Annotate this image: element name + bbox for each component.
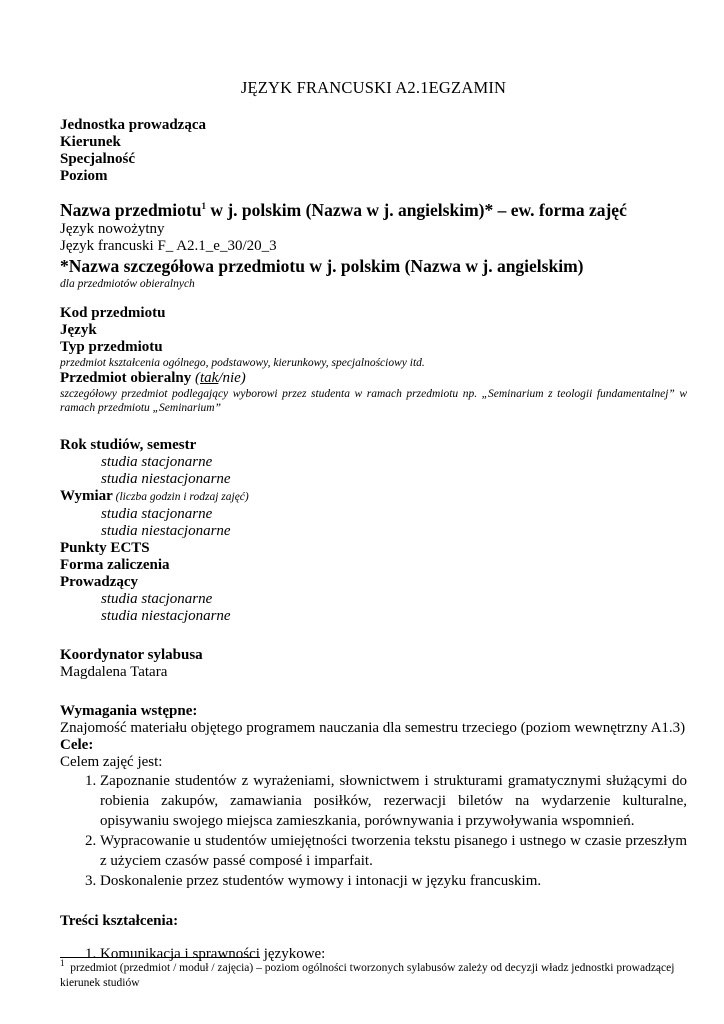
wymiar-note: (liczba godzin i rodzaj zajęć)	[112, 491, 249, 503]
field-kierunek: Kierunek	[60, 134, 121, 150]
field-forma: Forma zaliczenia	[60, 557, 170, 573]
field-jednostka: Jednostka prowadząca	[60, 117, 206, 133]
footnote-text: przedmiot (przedmiot / moduł / zajęcia) – poziom ogólności tworzonych sylabusów zależy od decyzji władz jednostki prowadzącej kierunek studiów	[60, 962, 675, 989]
field-ects: Punkty ECTS	[60, 540, 150, 556]
footnote-divider	[60, 957, 260, 958]
document-title: JĘZYK FRANCUSKI A2.1EGZAMIN	[240, 78, 507, 97]
rok-niestacjonarne: studia niestacjonarne	[101, 471, 231, 487]
list-item: 3. Doskonalenie przez studentów wymowy i intonacji w języku francuskim.	[100, 871, 687, 891]
course-name-line1: Język nowożytny	[60, 221, 165, 237]
field-rok: Rok studiów, semestr	[60, 437, 197, 453]
field-prowadzacy: Prowadzący	[60, 574, 139, 590]
document-page	[60, 78, 687, 964]
obieralny-open: (	[194, 370, 200, 386]
rok-stacjonarne: studia stacjonarne	[101, 454, 213, 470]
obieralny-tak: tak	[199, 370, 219, 386]
koordynator-name: Magdalena Tatara	[60, 664, 168, 680]
field-typ: Typ przedmiotu	[60, 339, 163, 355]
cele-label: Cele:	[60, 737, 94, 753]
list-item: 1. Zapoznanie studentów z wyrażeniami, słownictwem i strukturami gramatycznymi służącymi do robienia zakupów, zamawiania posiłków, rezerwacji biletów na wydarzenie kulturalne, opisywaniu swojego miejsca zamieszkania, porównywania i przywoływania wspomnień.	[100, 771, 687, 831]
typ-note: przedmiot kształcenia ogólnego, podstawowy, kierunkowy, specjalnościowy itd.	[60, 357, 425, 369]
koordynator-label: Koordynator sylabusa	[60, 647, 203, 663]
field-jezyk: Język	[60, 322, 97, 338]
course-name-heading	[60, 199, 687, 221]
prowadzacy-stacjonarne: studia stacjonarne	[101, 591, 213, 607]
wymiar-stacjonarne: studia stacjonarne	[101, 506, 213, 522]
field-obieralny	[60, 370, 687, 387]
detail-name-note: dla przedmiotów obieralnych	[60, 278, 195, 290]
prowadzacy-niestacjonarne: studia niestacjonarne	[101, 608, 231, 624]
field-wymiar	[60, 488, 687, 506]
detail-name-heading: *Nazwa szczegółowa przedmiotu w j. polskim (Nazwa w j. angielskim)	[60, 256, 584, 276]
wymagania-text: Znajomość materiału objętego programem nauczania dla semestru trzeciego (poziom wewnętrzny A1.3)	[60, 720, 686, 736]
field-kod: Kod przedmiotu	[60, 305, 166, 321]
cele-intro: Celem zajęć jest:	[60, 754, 163, 770]
cele-list	[60, 771, 687, 891]
footnote-mark: 1	[60, 958, 65, 969]
wymiar-label: Wymiar	[60, 488, 113, 504]
field-specjalnosc: Specjalność	[60, 151, 135, 167]
course-name-heading-part2: w j. polskim (Nazwa w j. angielskim)* – ew. forma zajęć	[205, 200, 627, 220]
tresci-label: Treści kształcenia:	[60, 913, 179, 929]
field-poziom: Poziom	[60, 168, 108, 184]
obieralny-note: szczegółowy przedmiot podlegający wyborowi przez studenta w ramach przedmiotu np. „Seminarium z teologii fundamentalnej” w ramach przedmiotu „Seminarium”	[60, 388, 687, 414]
footnote-reference: 1	[201, 201, 206, 212]
course-name-line2: Język francuski F_ A2.1_e_30/20_3	[60, 238, 277, 254]
obieralny-rest: /nie)	[218, 370, 246, 386]
header-fields	[60, 117, 687, 185]
footnote	[60, 958, 687, 991]
list-item: 2. Wypracowanie u studentów umiejętności tworzenia tekstu pisanego i ustnego w czasie przeszłym z użyciem czasów passé composé i imparfait.	[100, 831, 687, 871]
list-item: 1. Komunikacja i sprawności językowe:	[100, 944, 687, 964]
obieralny-label: Przedmiot obieralny	[60, 370, 195, 386]
course-name-heading-part1: Nazwa przedmiotu	[60, 200, 202, 220]
wymagania-label: Wymagania wstępne:	[60, 703, 198, 719]
wymiar-niestacjonarne: studia niestacjonarne	[101, 523, 231, 539]
